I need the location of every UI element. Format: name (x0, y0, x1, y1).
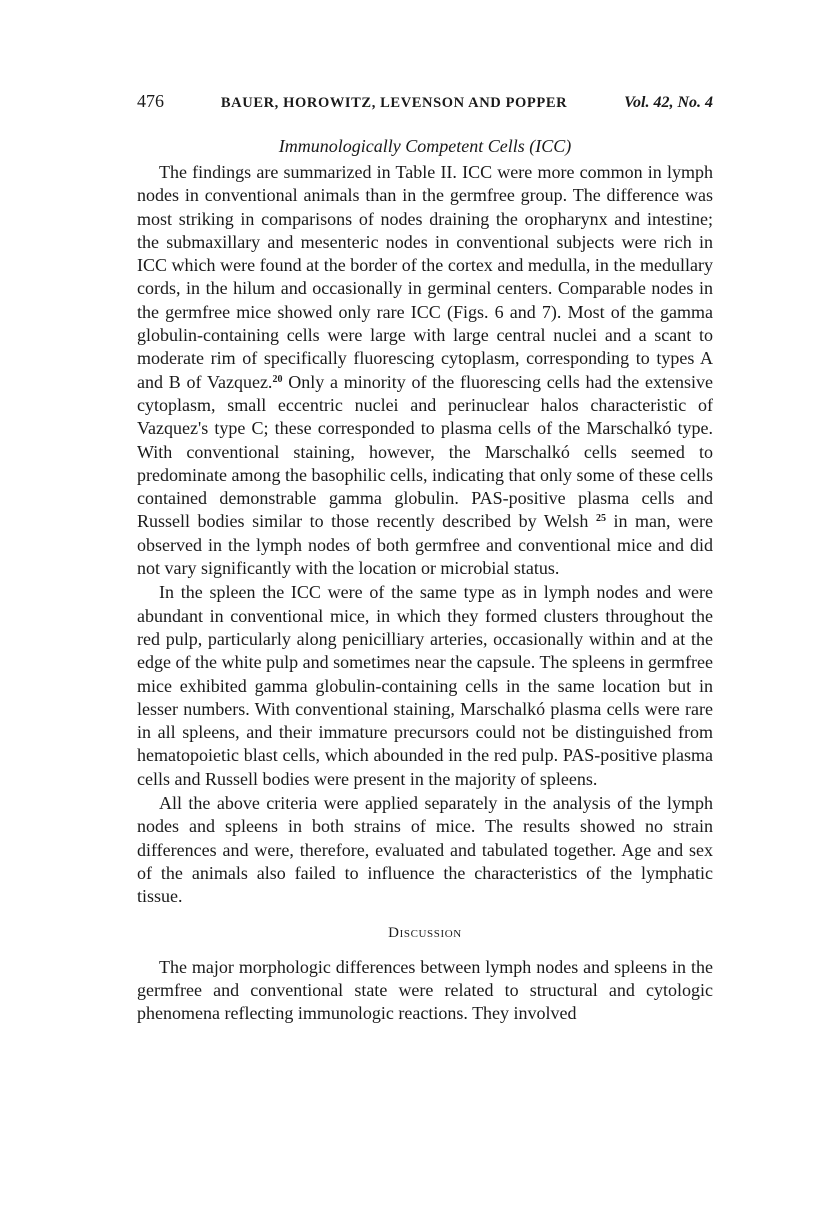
paragraph-icc-spleen: In the spleen the ICC were of the same type as in lymph nodes and were abundant in conventional mice, in which they formed clusters throughout the red pulp, particularly along penicilliary arteries, occasionally within and at the edge of the white pulp and sometimes near the capsule. The spleens in germfree mice exhibited gamma globulin-containing cells in the same location but in lesser numbers. With conventional staining, Marschalkó plasma cells were rare in all spleens, and their immature precursors could not be distinguished from hematopoietic blast cells, which abounded in the red pulp. PAS-positive plasma cells and Russell bodies were present in the majority of spleens. (137, 582, 713, 789)
paragraph-icc-criteria: All the above criteria were applied separately in the analysis of the lymph nodes and spleens in both strains of mice. The results showed no strain differences and were, therefore, evaluated and tabulated together. Age and sex of the animals also failed to influence the characteristics of the lymphatic tissue. (137, 793, 713, 907)
paragraph-discussion: The major morphologic differences between lymph nodes and spleens in the germfree and conventional state were related to structural and cytologic phenomena reflecting immunologic reactions. They involved (137, 956, 713, 1024)
reference-marker: 25 (595, 513, 606, 525)
paragraph-text: Only a minority of the fluorescing cells had the extensive cytoplasm, small eccentric nuclei and perinuclear halos characteristic of Vazquez's type C; these corresponded to plasma cells of the Marschalkó type. With conventional staining, however, the Marschalkó cells seemed to predominate among the basophilic cells, indicating that only some of these cells contained demonstrable gamma globulin. PAS-positive plasma cells and Russell bodies similar to those recently described by Welsh (137, 371, 714, 532)
section-heading-icc: Immunologically Competent Cells (ICC) (278, 136, 572, 156)
page-number: 476 (137, 91, 164, 111)
paragraph-icc-lymph-nodes (137, 161, 713, 580)
running-head-authors: BAUER, HOROWITZ, LEVENSON AND POPPER (220, 95, 568, 111)
running-head (137, 88, 713, 116)
paragraph-text: in man, were observed in the lymph nodes of both germfree and conventional mice and did not vary significantly with the location or microbial status. (137, 511, 713, 579)
section-heading-discussion: Discussion (388, 924, 462, 941)
paragraph-text: The findings are summarized in Table II. ICC were more common in lymph nodes in conventional animals than in the germfree group. The difference was most striking in comparisons of nodes draining the oropharynx and intestine; the submaxillary and mesenteric nodes in conventional subjects were rich in ICC which were found at the border of the cortex and medulla, in the medullary cords, in the hilum and occasionally in germinal centers. Comparable nodes in the germfree mice showed only rare ICC (Figs. 6 and 7). Most of the gamma globulin-containing cells were large with large central nuclei and a scant to moderate rim of specifically fluorescing cytoplasm, corresponding to types A and B of Vazquez. (137, 162, 713, 392)
reference-marker: 20 (272, 373, 283, 385)
article-page (137, 88, 713, 1025)
volume-issue: Vol. 42, No. 4 (624, 94, 713, 111)
